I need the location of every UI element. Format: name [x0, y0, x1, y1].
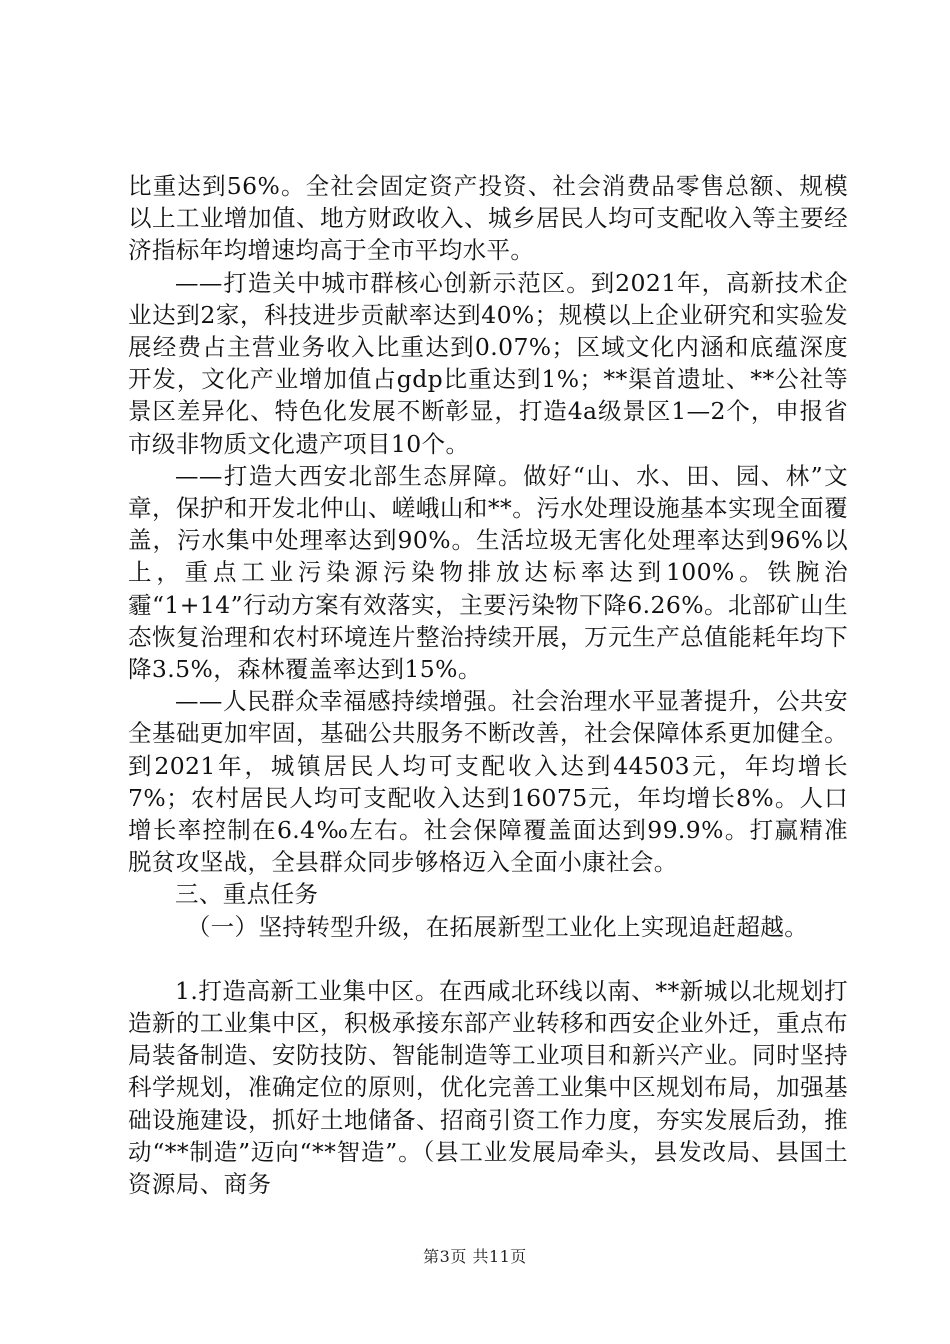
paragraph-industrial-zone: 1.打造高新工业集中区。在西咸北环线以南、**新城以北规划打造新的工业集中区，积极承接东部产业转移和西安企业外迁，重点布局装备制造、安防技防、智能制造等工业项目和新兴产业。同时坚持科学规划，准确定位的原则，优化完善工业集中区规划布局，加强基础设施建设，抓好土地储备、招商引资工作力度，夯实发展后劲，推动“**制造”迈向“**智造”。（县工业发展局牵头，县发改局、县国土资源局、商务: [128, 976, 848, 1199]
document-body: [128, 170, 848, 1200]
paragraph-ecological-barrier: ——打造大西安北部生态屏障。做好“山、水、田、园、林”文章，保护和开发北仲山、嵯峨山和**。污水处理设施基本实现全面覆盖，污水集中处理率达到90%。生活垃圾无害化处理率达到96%以上，重点工业污染源污染物排放达标率达到100%。铁腕治霾“1+14”行动方案有效落实，主要污染物下降6.26%。北部矿山生态恢复治理和农村环境连片整治持续开展，万元生产总值能耗年均下降3.5%，森林覆盖率达到15%。: [128, 461, 848, 684]
paragraph-innovation-zone: ——打造关中城市群核心创新示范区。到2021年，高新技术企业达到2家，科技进步贡献率达到40%；规模以上企业研究和实验发展经费占主营业务收入比重达到0.07%；区域文化内涵和底蕴深度开发，文化产业增加值占gdp比重达到1%；**渠首遗址、**公社等景区差异化、特色化发展不断彰显，打造4a级景区1—2个，申报省市级非物质文化遗产项目10个。: [128, 268, 848, 458]
page-number-footer: 第3页 共11页: [423, 1247, 527, 1266]
blank-line: [128, 943, 848, 975]
paragraph-public-wellbeing: ——人民群众幸福感持续增强。社会治理水平显著提升，公共安全基础更加牢固，基础公共服务不断改善，社会保障体系更加健全。到2021年，城镇居民人均可支配收入达到44503元，年均增长7%；农村居民人均可支配收入达到16075元，年均增长8%。人口增长率控制在6.4‰左右。社会保障覆盖面达到99.9%。打赢精准脱贫攻坚战，全县群众同步够格迈入全面小康社会。: [128, 687, 848, 877]
paragraph-economic-indicators: 比重达到56%。全社会固定资产投资、社会消费品零售总额、规模以上工业增加值、地方财政收入、城乡居民人均可支配收入等主要经济指标年均增速均高于全市平均水平。: [128, 172, 848, 265]
section-heading: 三、重点任务: [175, 880, 319, 909]
subsection-heading: （一）坚持转型升级，在拓展新型工业化上实现追赶超越。: [186, 912, 809, 941]
